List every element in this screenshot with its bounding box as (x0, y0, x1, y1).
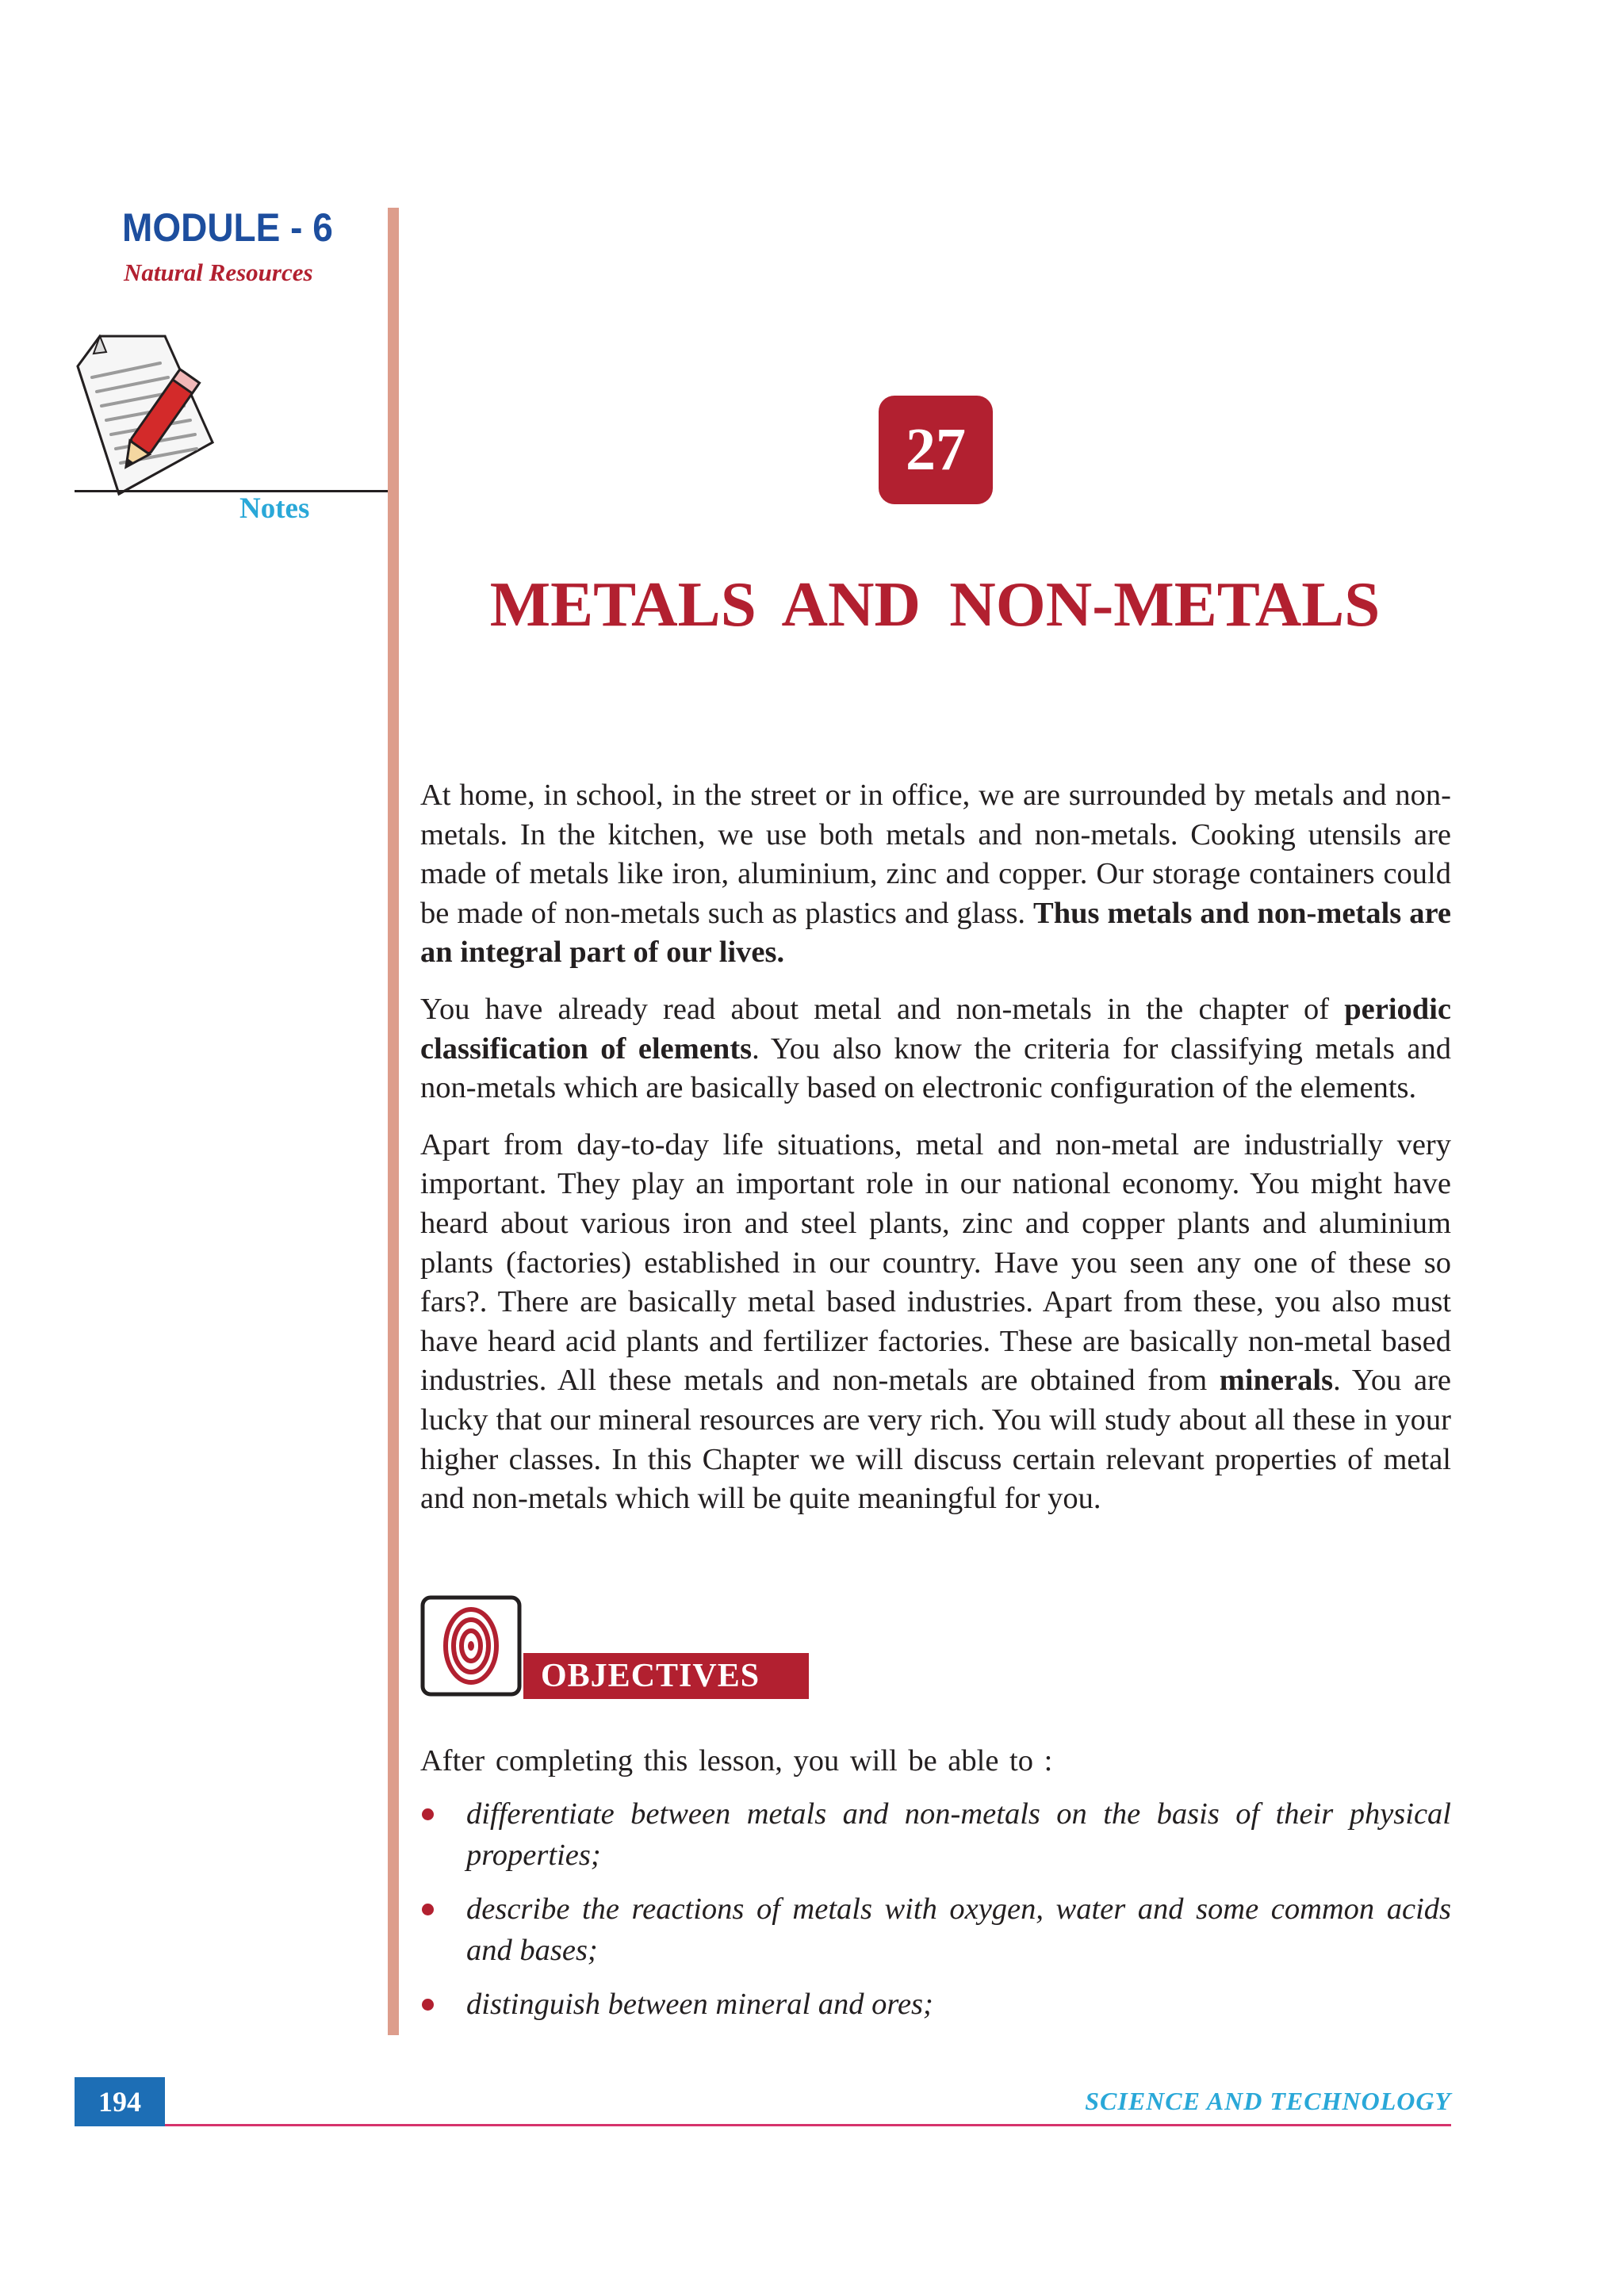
objectives-list (420, 1793, 1451, 2038)
objectives-heading: OBJECTIVES (523, 1653, 809, 1699)
bullet-icon (422, 1999, 434, 2011)
emphasis-text: Thus metals and non-metals are an integral part of our lives. (420, 896, 1451, 970)
intro-paragraph-2 (420, 990, 1451, 1108)
paragraph-text: You have already read about metal and non-metals in the chapter of (420, 992, 1345, 1026)
notes-pencil-icon (71, 331, 238, 498)
emphasis-text: periodic classification of elements (420, 992, 1451, 1066)
module-title: MODULE - 6 (122, 205, 333, 250)
target-icon (420, 1595, 522, 1697)
notes-label: Notes (239, 492, 310, 525)
bullet-icon (422, 1808, 434, 1820)
objective-text: distinguish between mineral and ores; (466, 1988, 933, 2021)
chapter-title: METALS AND NON-METALS (489, 568, 1381, 640)
footer-divider (165, 2124, 1451, 2126)
paragraph-text: . You are lucky that our mineral resources are very rich. You will study about all these in your higher classes. In this Chapter we will discuss certain relevant properties of metal and non-metals which will be quite meaningful for you. (420, 1364, 1451, 1516)
paragraph-text: At home, in school, in the street or in office, we are surrounded by metals and non- metals. In the kitchen, we use both metals and non-metals. Cooking utensils are made of metals like iron, aluminium, zinc and copper. Our storage containers could be made of non-metals such as plastics and glass. (420, 779, 1451, 930)
list-item (420, 1984, 1451, 2025)
margin-bar (388, 208, 399, 2035)
objective-text: differentiate between metals and non-metals on the basis of their physical properties; (466, 1797, 1451, 1872)
intro-paragraph-1 (420, 776, 1451, 973)
book-title: SCIENCE AND TECHNOLOGY (1085, 2087, 1451, 2115)
paragraph-text: . You also know the criteria for classifying metals and non-metals which are basically based on electronic configuration of the elements. (420, 1031, 1451, 1105)
objective-text: describe the reactions of metals with oxygen, water and some common acids and bases; (466, 1892, 1451, 1967)
chapter-number-badge: 27 (879, 396, 993, 504)
notes-divider (75, 490, 388, 492)
emphasis-text: minerals (1219, 1364, 1334, 1398)
bullet-icon (422, 1904, 434, 1915)
module-subtitle: Natural Resources (124, 258, 313, 286)
intro-paragraph-3 (420, 1126, 1451, 1519)
chapter-introduction (420, 776, 1451, 1536)
page-number: 194 (75, 2077, 165, 2126)
list-item (420, 1793, 1451, 1876)
objectives-intro: After completing this lesson, you will be able to : (420, 1744, 1053, 1777)
paragraph-text: Apart from day-to-day life situations, metal and non-metal are industrially very important. They play an important role in our national economy. You might have heard about various iron and steel plants, zinc and copper plants and aluminium plants (factories) established in our country. Have you seen any one of these so fars?. There are basically metal based industries. Apart from these, you also must have heard acid plants and fertilizer factories. These are basically non-metal based industries. All these metals and non-metals are obtained from (420, 1127, 1451, 1398)
list-item (420, 1888, 1451, 1971)
